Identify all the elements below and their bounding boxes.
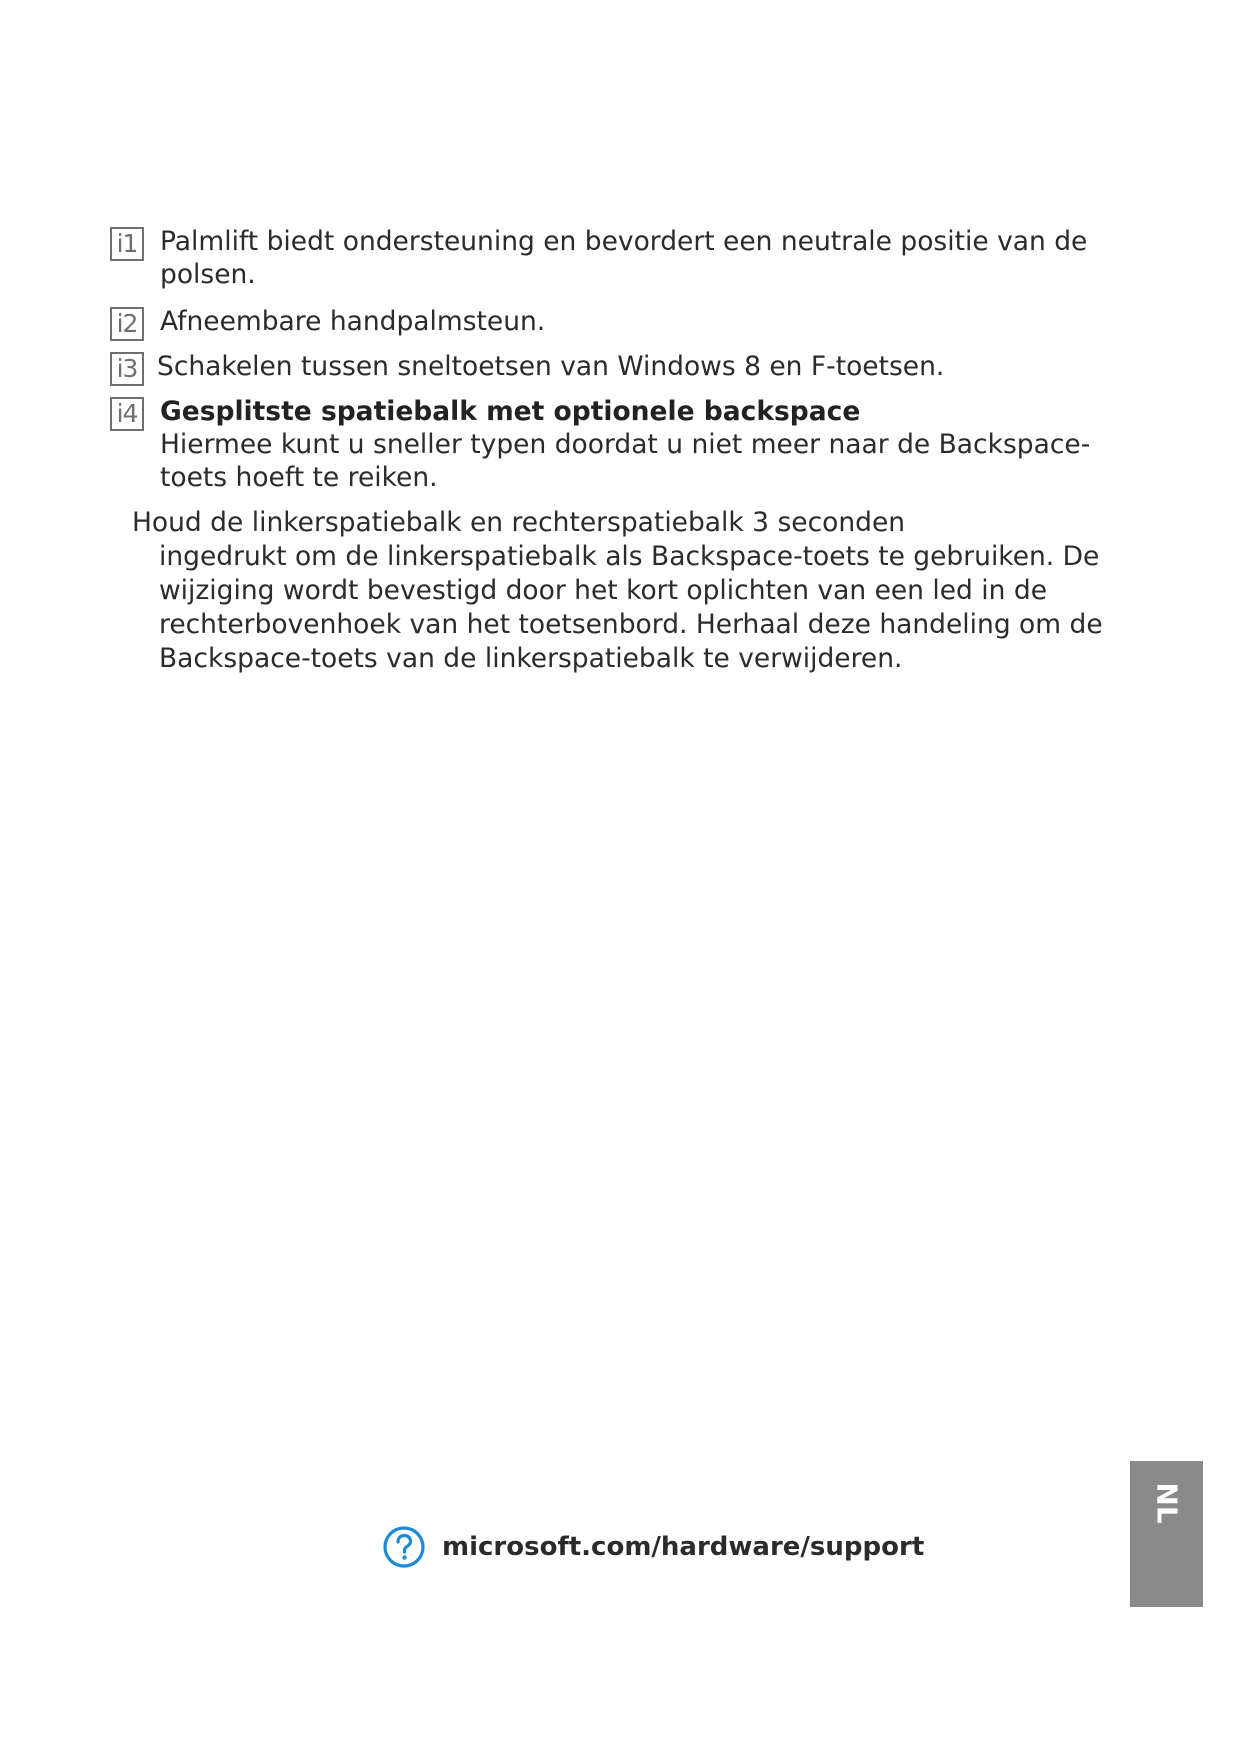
item-marker-i1: i1 [110,227,144,261]
help-question-icon [382,1525,426,1569]
feature-text-i4 [160,395,1120,494]
language-label: NL [1150,1482,1184,1524]
support-link[interactable] [382,1522,924,1572]
support-url[interactable]: microsoft.com/hardware/support [442,1532,925,1562]
feature-text-i2: Afneembare handpalmsteun. [160,306,546,337]
backspace-instructions [132,506,1122,676]
instructions-first-line: Houd de linkerspatiebalk en rechterspatiebalk 3 seconden [132,507,906,538]
instructions-body: ingedrukt om de linkerspatiebalk als Backspace-toets te gebruiken. De wijziging wordt bevestigd door het kort oplichten van een led in de rechterbovenhoek van het toetsenbord. Herhaal deze handeling om de Backspace-toets van de linkerspatiebalk te verwijderen. [159,541,1103,674]
feature-description-i4: Hiermee kunt u sneller typen doordat u niet meer naar de Backspace-toets hoeft te reiken. [160,429,1091,493]
language-tab [1130,1461,1203,1607]
item-marker-i4: i4 [110,397,144,431]
feature-text-i3: Schakelen tussen sneltoetsen van Windows 8 en F-toetsen. [157,351,945,382]
item-marker-i2: i2 [110,307,144,341]
feature-heading-i4: Gesplitste spatiebalk met optionele backspace [160,396,861,427]
feature-text-i1: Palmlift biedt ondersteuning en bevordert een neutrale positie van de polsen. [160,226,1088,290]
item-marker-i3: i3 [110,352,144,386]
